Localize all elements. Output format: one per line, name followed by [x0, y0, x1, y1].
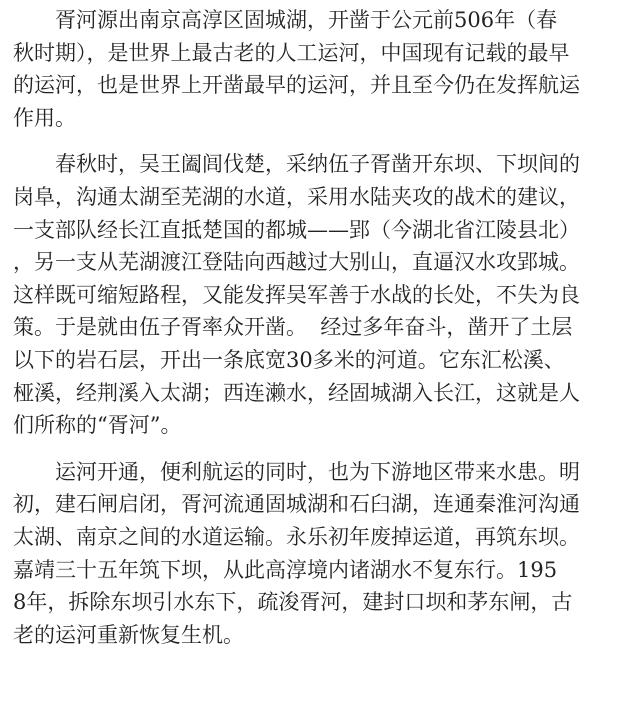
text-line: 的运河，也是世界上开凿最早的运河，并且至今仍在发挥航运 [13, 73, 580, 98]
text-line: 一支部队经长江直抵楚国的都城——郢（今湖北省江陵县北） [13, 217, 580, 242]
text-line: ，另一支从芜湖渡江登陆向西越过大别山，直逼汉水攻郢城。 [13, 250, 580, 275]
article-body [13, 4, 633, 651]
paragraph-history [13, 148, 633, 441]
text-line: 8年，拆除东坝引水东下，疏浚胥河，建封口坝和茅东闸，古 [13, 590, 573, 615]
text-line: 这样既可缩短路程，又能发挥吴军善于水战的长处，不失为良 [13, 282, 580, 307]
text-line: 以下的岩石层，开出一条底宽30多米的河道。它东汇松溪、 [13, 347, 565, 372]
text-line: 太湖、南京之间的水道运输。永乐初年废掉运道，再筑东坝。 [13, 524, 580, 549]
text-line: 老的运河重新恢复生机。 [13, 622, 244, 647]
text-line: 胥河源出南京高淳区固城湖，开凿于公元前506年（春 [13, 8, 558, 32]
text-line: 春秋时，吴王阖闾伐楚，采纳伍子胥凿开东坝、下坝间的 [13, 152, 580, 177]
text-line: 运河开通，便利航运的同时，也为下游地区带来水患。明 [13, 459, 580, 484]
text-line: 秋时期），是世界上最古老的人工运河，中国现有记载的最早 [13, 40, 570, 65]
text-line: 策。于是就由伍子胥率众开凿。 经过多年奋斗，凿开了土层 [13, 315, 573, 340]
text-line: 们所称的“胥河”。 [13, 413, 182, 438]
paragraph-later-history [13, 456, 633, 652]
text-line: 岗阜，沟通太湖至芜湖的水道，采用水陆夹攻的战术的建议， [13, 184, 580, 209]
paragraph-spacer [13, 442, 633, 456]
text-line: 初，建石闸启闭，胥河流通固城湖和石臼湖，连通秦淮河沟通 [13, 492, 580, 517]
paragraph-spacer [13, 134, 633, 148]
paragraph-intro [13, 4, 633, 134]
text-line: 桠溪，经荆溪入太湖；西连濑水，经固城湖入长江，这就是人 [13, 380, 580, 405]
text-line: 嘉靖三十五年筑下坝，从此高淳境内诸湖水不复东行。195 [13, 557, 558, 582]
text-line: 作用。 [13, 105, 76, 130]
